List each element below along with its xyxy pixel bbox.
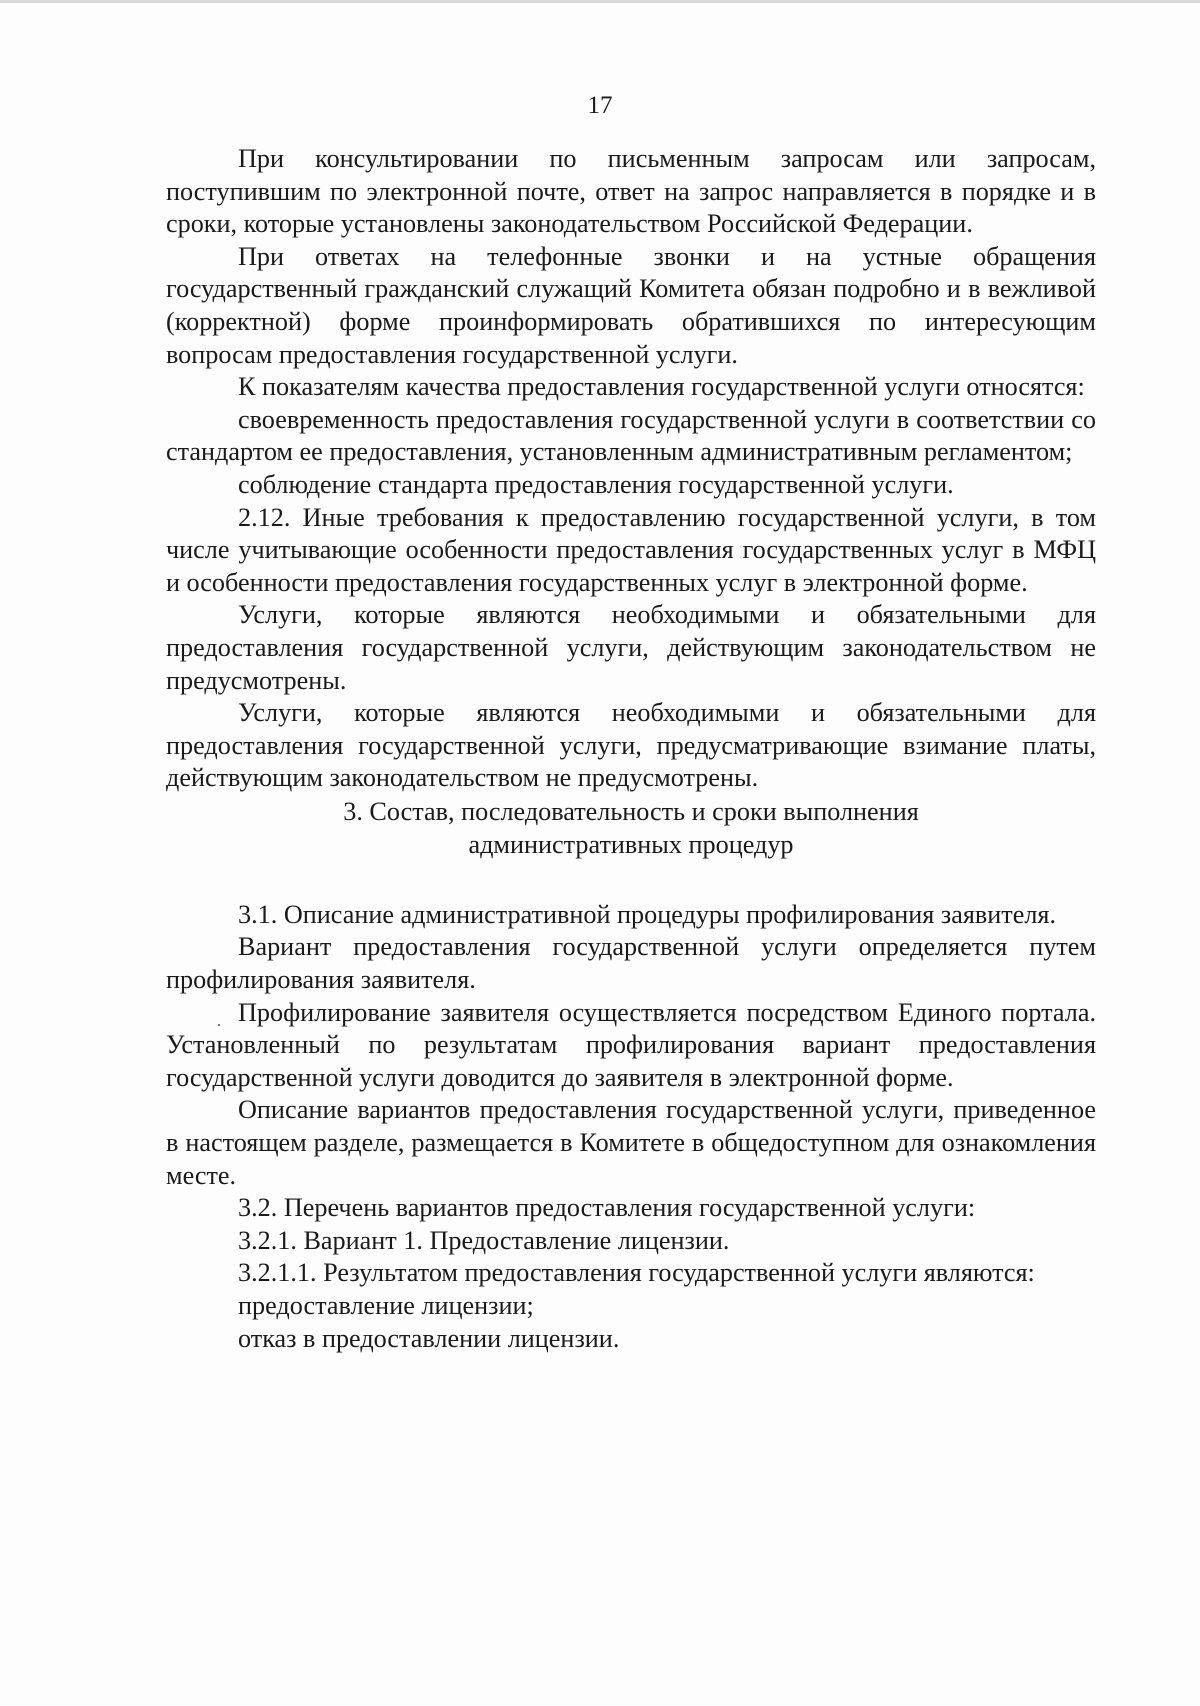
paragraph: 3.2.1.1. Результатом предоставления государственной услуги являются:: [238, 1258, 1035, 1288]
paragraph: 2.12. Иные требования к предоставлению государственной услуги, в том числе учитывающие особенности предоставления государственных услуг в МФЦ и особенности предоставления государственных услуг в электронной форме.: [166, 502, 1096, 597]
paragraph: При консультировании по письменным запросам или запросам, поступившим по электронной почте, ответ на запрос направляется в порядке и в сроки, которые установлены законодательством Российской Федерации.: [166, 144, 1096, 239]
paragraph: соблюдение стандарта предоставления государственной услуги.: [238, 469, 954, 499]
paragraph: Вариант предоставления государственной услуги определяется путем профилирования заявителя.: [166, 932, 1096, 995]
paragraph: Услуги, которые являются необходимыми и обязательными для предоставления государственной услуги, действующим законодательством не предусмотрены.: [166, 600, 1096, 695]
scan-top-edge: [0, 0, 1200, 3]
paragraph: 3.2.1. Вариант 1. Предоставление лицензии.: [238, 1225, 730, 1255]
paragraph: своевременность предоставления государственной услуги в соответствии со стандартом ее предоставления, установленным административным регламентом;: [166, 404, 1096, 467]
section-heading-line: административных процедур: [468, 829, 794, 859]
scan-speck: [218, 1024, 220, 1026]
document-body: [166, 143, 1096, 1355]
section-heading-line: 3. Состав, последовательность и сроки выполнения: [343, 796, 919, 826]
section-heading: [166, 795, 1096, 861]
paragraph: К показателям качества предоставления государственной услуги относятся:: [238, 372, 1085, 402]
paragraph: Описание вариантов предоставления государственной услуги, приведенное в настоящем разделе, размещается в Комитете в общедоступном для ознакомления месте.: [166, 1095, 1096, 1190]
paragraph: 3.2. Перечень вариантов предоставления государственной услуги:: [238, 1193, 976, 1223]
paragraph: Услуги, которые являются необходимыми и обязательными для предоставления государственной услуги, предусматривающие взимание платы, действующим законодательством не предусмотрены.: [166, 698, 1096, 793]
paragraph: 3.1. Описание административной процедуры профилирования заявителя.: [238, 899, 1057, 929]
page-number: 17: [587, 92, 613, 119]
spacer: [166, 861, 1096, 899]
paragraph: Профилирование заявителя осуществляется посредством Единого портала. Установленный по результатам профилирования вариант предоставления государственной услуги доводится до заявителя в электронной форме.: [166, 997, 1096, 1092]
paragraph: предоставление лицензии;: [238, 1291, 534, 1320]
paragraph: отказ в предоставлении лицензии.: [238, 1323, 620, 1353]
paragraph: При ответах на телефонные звонки и на устные обращения государственный гражданский служащий Комитета обязан подробно и в вежливой (корректной) форме проинформировать обратившихся по интересующим вопросам предоставления государственной услуги.: [166, 241, 1096, 369]
